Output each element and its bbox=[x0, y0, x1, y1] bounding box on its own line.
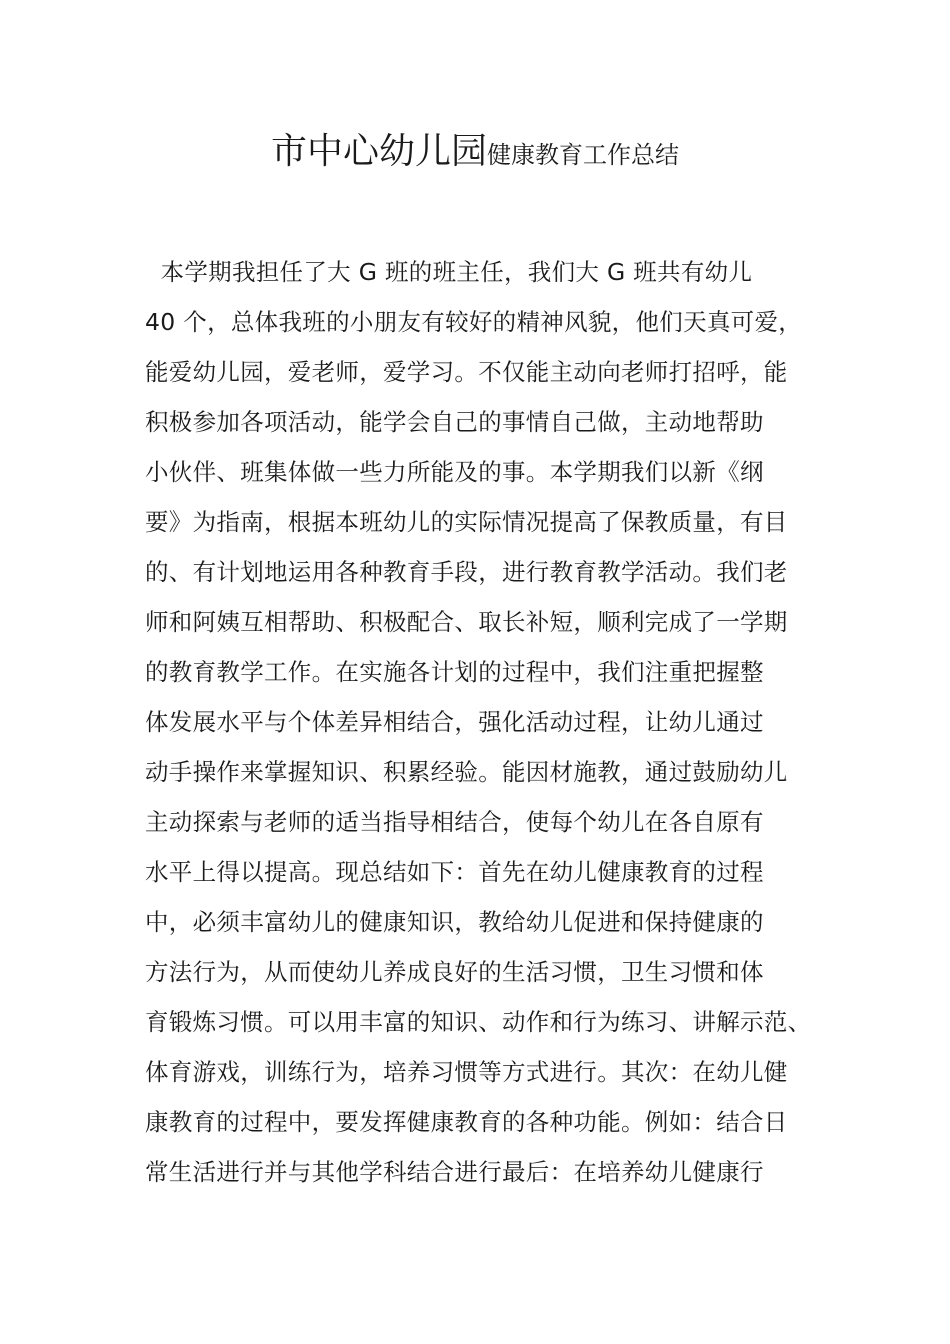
paragraph-line: 积极参加各项活动，能学会自己的事情自己做，主动地帮助 bbox=[145, 408, 764, 436]
paragraph-line: 动手操作来掌握知识、积累经验。能因材施教，通过鼓励幼儿 bbox=[145, 758, 788, 786]
title-sub: 健康教育工作总结 bbox=[487, 141, 679, 169]
document-title bbox=[0, 128, 950, 182]
paragraph-line: 常生活进行并与其他学科结合进行最后：在培养幼儿健康行 bbox=[145, 1158, 764, 1186]
paragraph-line: 师和阿姨互相帮助、积极配合、取长补短，顺利完成了一学期 bbox=[145, 608, 788, 636]
paragraph-line: 40 个，总体我班的小朋友有较好的精神风貌，他们天真可爱， bbox=[145, 308, 803, 336]
paragraph-line: 康教育的过程中，要发挥健康教育的各种功能。例如：结合日 bbox=[145, 1108, 788, 1136]
paragraph-line: 中，必须丰富幼儿的健康知识，教给幼儿促进和保持健康的 bbox=[145, 908, 764, 936]
paragraph-line: 水平上得以提高。现总结如下：首先在幼儿健康教育的过程 bbox=[145, 858, 764, 886]
paragraph-line: 要》为指南，根据本班幼儿的实际情况提高了保教质量，有目 bbox=[145, 508, 788, 536]
paragraph-line: 体发展水平与个体差异相结合，强化活动过程，让幼儿通过 bbox=[145, 708, 764, 736]
paragraph-line: 小伙伴、班集体做一些力所能及的事。本学期我们以新《纲 bbox=[145, 458, 764, 486]
paragraph-line: 体育游戏，训练行为，培养习惯等方式进行。其次：在幼儿健 bbox=[145, 1058, 788, 1086]
paragraph-line: 的、有计划地运用各种教育手段，进行教育教学活动。我们老 bbox=[145, 558, 788, 586]
paragraph-line: 方法行为，从而使幼儿养成良好的生活习惯，卫生习惯和体 bbox=[145, 958, 764, 986]
paragraph-line: 育锻炼习惯。可以用丰富的知识、动作和行为练习、讲解示范、 bbox=[145, 1008, 812, 1036]
paragraph-line: 本学期我担任了大 G 班的班主任，我们大 G 班共有幼儿 bbox=[145, 258, 753, 286]
paragraph-line: 主动探索与老师的适当指导相结合，使每个幼儿在各自原有 bbox=[145, 808, 764, 836]
paragraph-line: 的教育教学工作。在实施各计划的过程中，我们注重把握整 bbox=[145, 658, 764, 686]
body-paragraph bbox=[145, 247, 845, 1197]
title-main: 市中心幼儿园 bbox=[270, 131, 487, 172]
paragraph-line: 能爱幼儿园，爱老师，爱学习。不仅能主动向老师打招呼，能 bbox=[145, 358, 788, 386]
